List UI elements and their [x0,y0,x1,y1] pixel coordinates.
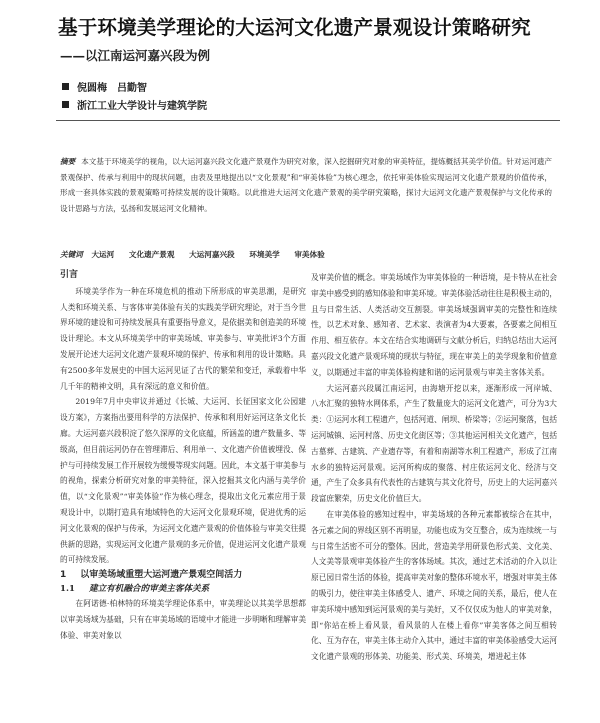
article-title: 基于环境美学理论的大运河文化遗产景观设计策略研究 [58,16,531,39]
keyword: 环境美学 [249,250,280,259]
keywords-label: 关键词 [60,250,83,259]
body-paragraph: 环境美学作为一种在环境危机的推动下所形成的审美思潮，是研究人类和环境关系、与客体审美体验有关的实践美学研究理论，对于当今世界环境的建设和可持续发展具有重要指导意义，是依据美和创造美的环境设计理论。本文从环境美学中的审美场域、审美参与、审美批评3个方面发展开论述大运河文化遗产景观环境的保护、传承和利用的设计策略。具有2500多年发展史的中国大运河见证了古代的繁荣和变迁，承载着中华几千年的精神文明，具有深远的意义和价值。 [60,286,307,391]
keyword: 大运河 [91,250,115,259]
keyword: 大运河嘉兴段 [189,250,235,259]
body-paragraph: 2019年7月中央审议并通过《长城、大运河、长征国家文化公园建设方案》，方案指出要用科学的方法保护、传承和利用好运河这条文化长廊。大运河嘉兴段积淀了悠久深厚的文化底蕴，所涵盖的遗产数量多、等级高，但目前运河仍存在管理滞后、利用单一、文化遗产价值被埋没、保护与可持续发展工作开展较为缓慢等现实问题。因此，本文基于审美参与的视角，探索分析研究对象的审美特征，深入挖掘其文化内涵与美学价值，以“文化景观”“审美体验”作为核心理念，提取出文化元素应用于景观设计中，以期打造具有地域特色的大运河文化景观环境，促进优秀的运河文化景观的保护与传承，为运河文化遗产景观的价值体验与审美交往提供新的思路，实现运河文化遗产景观的多元价值，促进运河文化遗产景观的可持续发展。 [60,397,307,565]
authors: 倪圆梅 吕勤智 [77,83,147,94]
subsection-number: 1.1 [60,584,75,595]
square-bullet-icon [62,101,69,108]
abstract [60,154,552,216]
left-column [60,268,306,644]
body-paragraph: 在阿诺德·柏林特的环境美学理论体系中，审美理论以其美学思想都以审美场域为基础，只有在审美场域的语境中才能进一步明晰和理解审美体验、审美对象以 [60,599,307,640]
keyword: 审美体验 [294,250,325,259]
authors-line [62,79,147,94]
section-title: 以审美场域重塑大运河遗产景观空间活力 [80,570,243,581]
body-paragraph: 及审美价值的概念。审美场域作为审美体验的一种语境，是卡特从在社会审美中感受到的感知体验和审美环境。审美体验活动往往是积极主动的，且与日常生活、人类活动交互割裂。审美场域强调审美的完整性和连续性，以艺术对象、感知者、艺术家、表演者为4大要素，各要素之间相互作用、相互依存。本文在结合实地调研与文献分析后，归纳总结出大运河嘉兴段文化遗产景观环境的现状与特征，现在审美上的美学现象和价值意义，以期通过丰富的审美体验构建和谐的运河景观与审美主客体关系。 [311,273,558,377]
abstract-text: 本文基于环境美学的视角，以大运河嘉兴段文化遗产景观作为研究对象，深入挖掘研究对象的审美特征，提炼概括其美学价值。针对运河遗产景观保护、传承与利用中的现状问题，由表及里地提出以“文化景观”和“审美体验”为核心理念，依托审美体验实现运河文化遗产景观的价值传承，形成一套具体实践的景观策略可持续发展的设计策略。以此推进大运河文化遗产景观的美学研究策略，探讨大运河文化遗产景观保护与文化传承的设计思路与方法，弘扬和发展运河文化精神。 [60,157,552,213]
subsection-heading-1-1 [60,582,306,596]
article-subtitle: ——以江南运河嘉兴段为例 [60,48,211,63]
section-number: 1 [60,570,67,581]
body-paragraph: 在审美体验的感知过程中，审美场域的各种元素都被综合在其中，各元素之间的界线区别不再明显，功能也成为交互整合，成为连续统一与与日常生活密不可分的整体。因此，营造美学用研景色形式美、文化美、人文美等景观审美体验产生的客体场域。其次，通过艺术活动的介入以让原已园日常生活的体验，提高审美对象的整体环境水平，增强对审美主体的吸引力，使往审美主体感受人、遗产、环境之间的关系，最后，使人在审美环境中感知到运河景观的美与美好，又不仅仅成为他人的审美对象，即“你站在桥上看风景，看风景的人在楼上看你”审美客体之间互相转化、互为存在，审美主体主动介入其中，通过丰富的审美体验感受大运河文化遗产景观的形体美、功能美、形式美、环境美，增进起主体 [311,509,558,662]
subsection-title: 建立有机融合的审美主客体关系 [88,584,210,595]
keywords [60,249,337,260]
section-heading-1 [60,568,306,582]
abstract-label: 摘要 [60,157,76,166]
right-column [311,270,557,665]
intro-heading: 引言 [60,270,79,280]
square-bullet-icon [62,83,69,90]
keyword: 文化遗产景观 [128,250,175,259]
body-paragraph: 大运河嘉兴段属江南运河，由海塘开挖以来，逐渐形成一河岸城、八水汇聚的独特水网体系，产生了数量庞大的运河文化遗产，可分为3大类：①运河水利工程遗产，包括河道、闸坝、桥梁等；②运河聚落，包括运河城镇、运河村落、历史文化街区等；③其他运河相关文化遗产，包括古墓葬、古建筑、产业遗存等，有着和南湖等水利工程遗产，形成了江南水乡的独特运河景观。运河所构成的聚落、村庄依运河文化、经济与交通，产生了众多具有代表性的古建筑与其文化符号，历史上的大运河嘉兴段富庶繁荣，历史文化价值巨大。 [311,383,558,504]
affiliation: 浙江工业大学设计与建筑学院 [77,101,207,112]
header-rule [56,120,560,121]
affiliation-line [62,97,207,112]
